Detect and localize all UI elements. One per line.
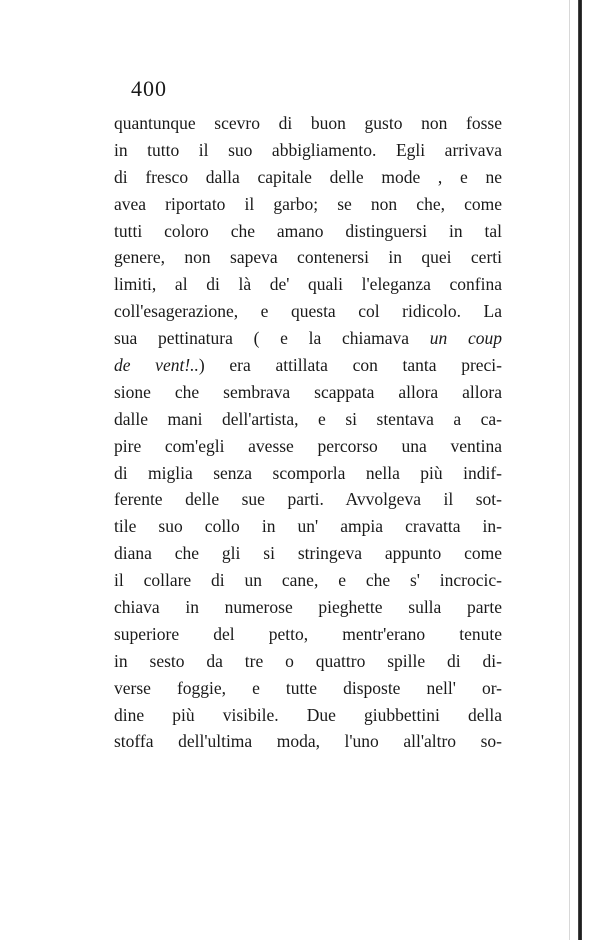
- text-segment: ) era attillata con tanta preci-: [198, 355, 502, 376]
- text-line: [114, 352, 502, 379]
- text-line: quantunque scevro di buon gusto non fosse: [114, 113, 502, 133]
- italic-phrase: de vent!..: [114, 355, 199, 376]
- text-segment: sua pettinatura ( e la chiamava: [114, 328, 430, 349]
- text-line: sione che sembrava scappata allora allora: [114, 381, 502, 402]
- text-line: di miglia senza scomporla nella più indif-: [114, 462, 502, 483]
- text-line: diana che gli si stringeva appunto come: [114, 543, 502, 564]
- text-line: verse foggie, e tutte disposte nell' or-: [114, 677, 502, 698]
- text-line: chiava in numerose pieghette sulla parte: [114, 597, 502, 618]
- text-line: limiti, al di là de' quali l'eleganza confina: [114, 274, 502, 295]
- text-line: dine più visibile. Due giubbettini della: [114, 704, 502, 725]
- text-line: pire com'egli avesse percorso una ventina: [114, 435, 502, 456]
- text-line: coll'esagerazione, e questa col ridicolo. La: [114, 301, 502, 322]
- page-edge: [578, 0, 582, 940]
- text-line: di fresco dalla capitale delle mode , e ne: [114, 166, 502, 187]
- text-line: tutti coloro che amano distinguersi in tal: [114, 220, 502, 241]
- text-line: ferente delle sue parti. Avvolgeva il sot-: [114, 489, 502, 510]
- text-line: superiore del petto, mentr'erano tenute: [114, 623, 502, 644]
- text-line: stoffa dell'ultima moda, l'uno all'altro so-: [114, 731, 502, 752]
- text-line: in tutto il suo abbigliamento. Egli arrivava: [114, 139, 502, 160]
- text-line: dalle mani dell'artista, e si stentava a ca-: [114, 408, 502, 429]
- text-line: tile suo collo in un' ampia cravatta in-: [114, 516, 502, 537]
- text-line: in sesto da tre o quattro spille di di-: [114, 650, 502, 671]
- text-line: [114, 325, 502, 352]
- page-number: 400: [131, 76, 167, 101]
- text-line: il collare di un cane, e che s' incrocic-: [114, 570, 502, 591]
- text-line: avea riportato il garbo; se non che, come: [114, 193, 502, 214]
- page-edge-shadow: [569, 0, 570, 940]
- italic-phrase: un coup: [429, 328, 502, 349]
- text-line: genere, non sapeva contenersi in quei certi: [114, 247, 502, 268]
- body-text: [114, 110, 502, 755]
